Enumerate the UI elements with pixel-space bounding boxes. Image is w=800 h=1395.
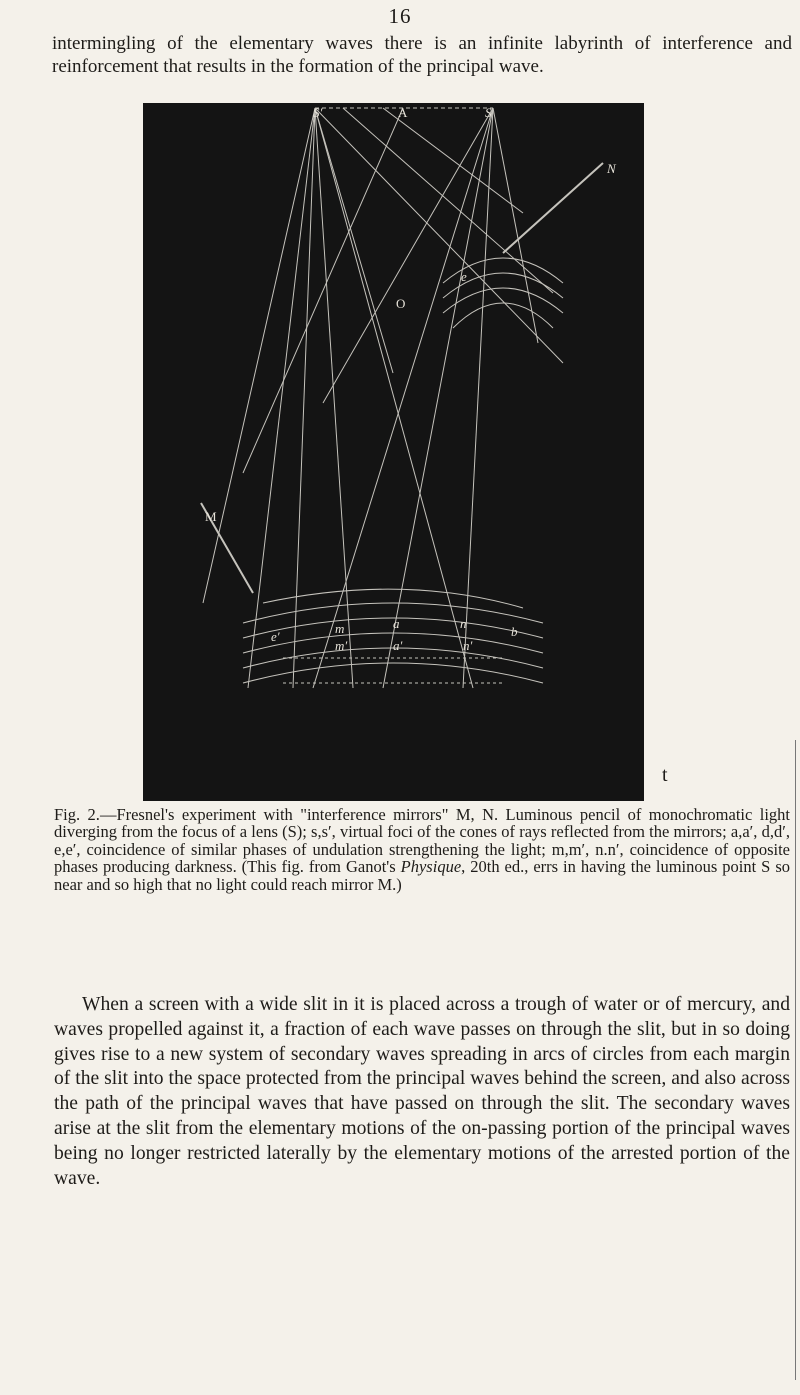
label-s-prime: S′	[313, 105, 323, 120]
caption-text-after: , 20th ed., errs in having the luminous point S so near and so high that no light could reach mirror M.)	[54, 857, 790, 894]
label-n-small: n	[460, 616, 467, 631]
label-m-small: m	[335, 621, 345, 636]
label-a-prime: a′	[393, 638, 403, 653]
label-e: e	[461, 269, 467, 284]
figure-caption	[54, 806, 790, 893]
caption-label: Fig. 2.	[54, 805, 100, 824]
label-n-prime: n′	[463, 638, 473, 653]
label-b: b	[511, 624, 518, 639]
label-s: S	[485, 105, 492, 120]
label-e-prime: e′	[271, 629, 280, 644]
label-a-small: a	[393, 616, 400, 631]
intro-paragraph: intermingling of the elementary waves there is an infinite labyrinth of interference and reinforcement that results in the formation of the principal wave.	[52, 33, 792, 77]
label-n: N	[607, 161, 616, 176]
margin-mark: t	[662, 764, 668, 786]
caption-text-before: —Fresnel's experiment with "interference mirrors" M, N. Luminous pencil of monochromatic light diverging from the focus of a lens (S); s,s′, virtual foci of the cones of rays reflected from the mirrors; a,a′, d,d′, e,e′, coincidence of similar phases of undulation strengthening the light; m,m′, n.n′, coincidence of opposite phases producing darkness. (This fig. from Ganot's	[54, 805, 790, 877]
page-edge-line	[795, 740, 796, 1380]
label-m: M	[205, 509, 217, 524]
page-number: 16	[388, 4, 412, 28]
label-a: A	[398, 105, 408, 120]
caption-italic-title: Physique	[400, 857, 462, 877]
label-o: O	[396, 296, 406, 311]
figure-drawing	[143, 103, 644, 801]
body-paragraph: When a screen with a wide slit in it is placed across a trough of water or of mercury, and waves propelled against it, a fraction of each wave passes on through the slit, but in so doing gives rise to a new system of secondary waves spreading in arcs of circles from each margin of the slit into the space protected from the principal waves behind the screen, and also across the path of the principal waves that have passed on through the slit. The secondary waves arise at the slit from the elementary motions of the on-passing portion of the principal waves being no longer restricted laterally by the elementary motions of the arrested portion of the wave.	[54, 994, 790, 1189]
fresnel-mirror-figure	[143, 103, 644, 801]
label-m-prime: m′	[335, 638, 348, 653]
